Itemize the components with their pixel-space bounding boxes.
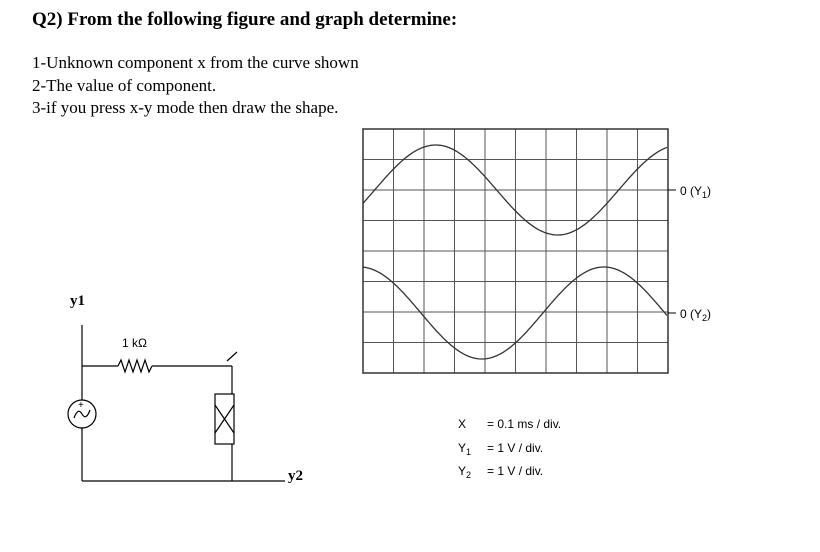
resistor-label: 1 kΩ — [122, 336, 147, 350]
scope-settings — [458, 417, 561, 480]
setting-x-name: X — [458, 417, 467, 431]
oscilloscope-grid — [363, 129, 668, 373]
resistor-symbol — [118, 360, 152, 372]
question-heading: Q2) From the following figure and graph determine: — [32, 9, 458, 30]
setting-x-value: = 0.1 ms / div. — [487, 417, 562, 431]
channel1-label-text: 0 (Y — [680, 184, 703, 198]
circuit-diagram — [68, 325, 285, 481]
wire-left-top — [82, 325, 118, 366]
setting-y2-letter: Y — [458, 464, 467, 478]
channel2-label — [680, 307, 711, 323]
y1-label: y1 — [70, 293, 85, 309]
channel2-label-sub: 2 — [702, 313, 708, 323]
probe-tick — [227, 352, 237, 361]
setting-y1-sub: 1 — [466, 447, 472, 457]
setting-y1-letter: Y — [458, 441, 467, 455]
channel2-label-text: 0 (Y — [680, 307, 703, 321]
setting-y2-value: = 1 V / div. — [487, 464, 544, 478]
question-item-2: 2-The value of component. — [32, 76, 217, 95]
channel2-label-close: ) — [707, 307, 712, 321]
source-plus-sign: + — [78, 400, 84, 411]
channel1-label-sub: 1 — [702, 190, 708, 200]
setting-y2-name — [458, 464, 471, 480]
channel1-label — [680, 184, 711, 200]
setting-y1-name — [458, 441, 471, 457]
setting-y1-value: = 1 V / div. — [487, 441, 544, 455]
ac-source-wave — [74, 410, 90, 418]
y2-label: y2 — [288, 468, 303, 484]
setting-y2-sub: 2 — [466, 470, 472, 480]
question-item-3: 3-if you press x-y mode then draw the shape. — [32, 98, 339, 117]
channel1-label-close: ) — [707, 184, 712, 198]
question-item-1: 1-Unknown component x from the curve shown — [32, 53, 359, 72]
